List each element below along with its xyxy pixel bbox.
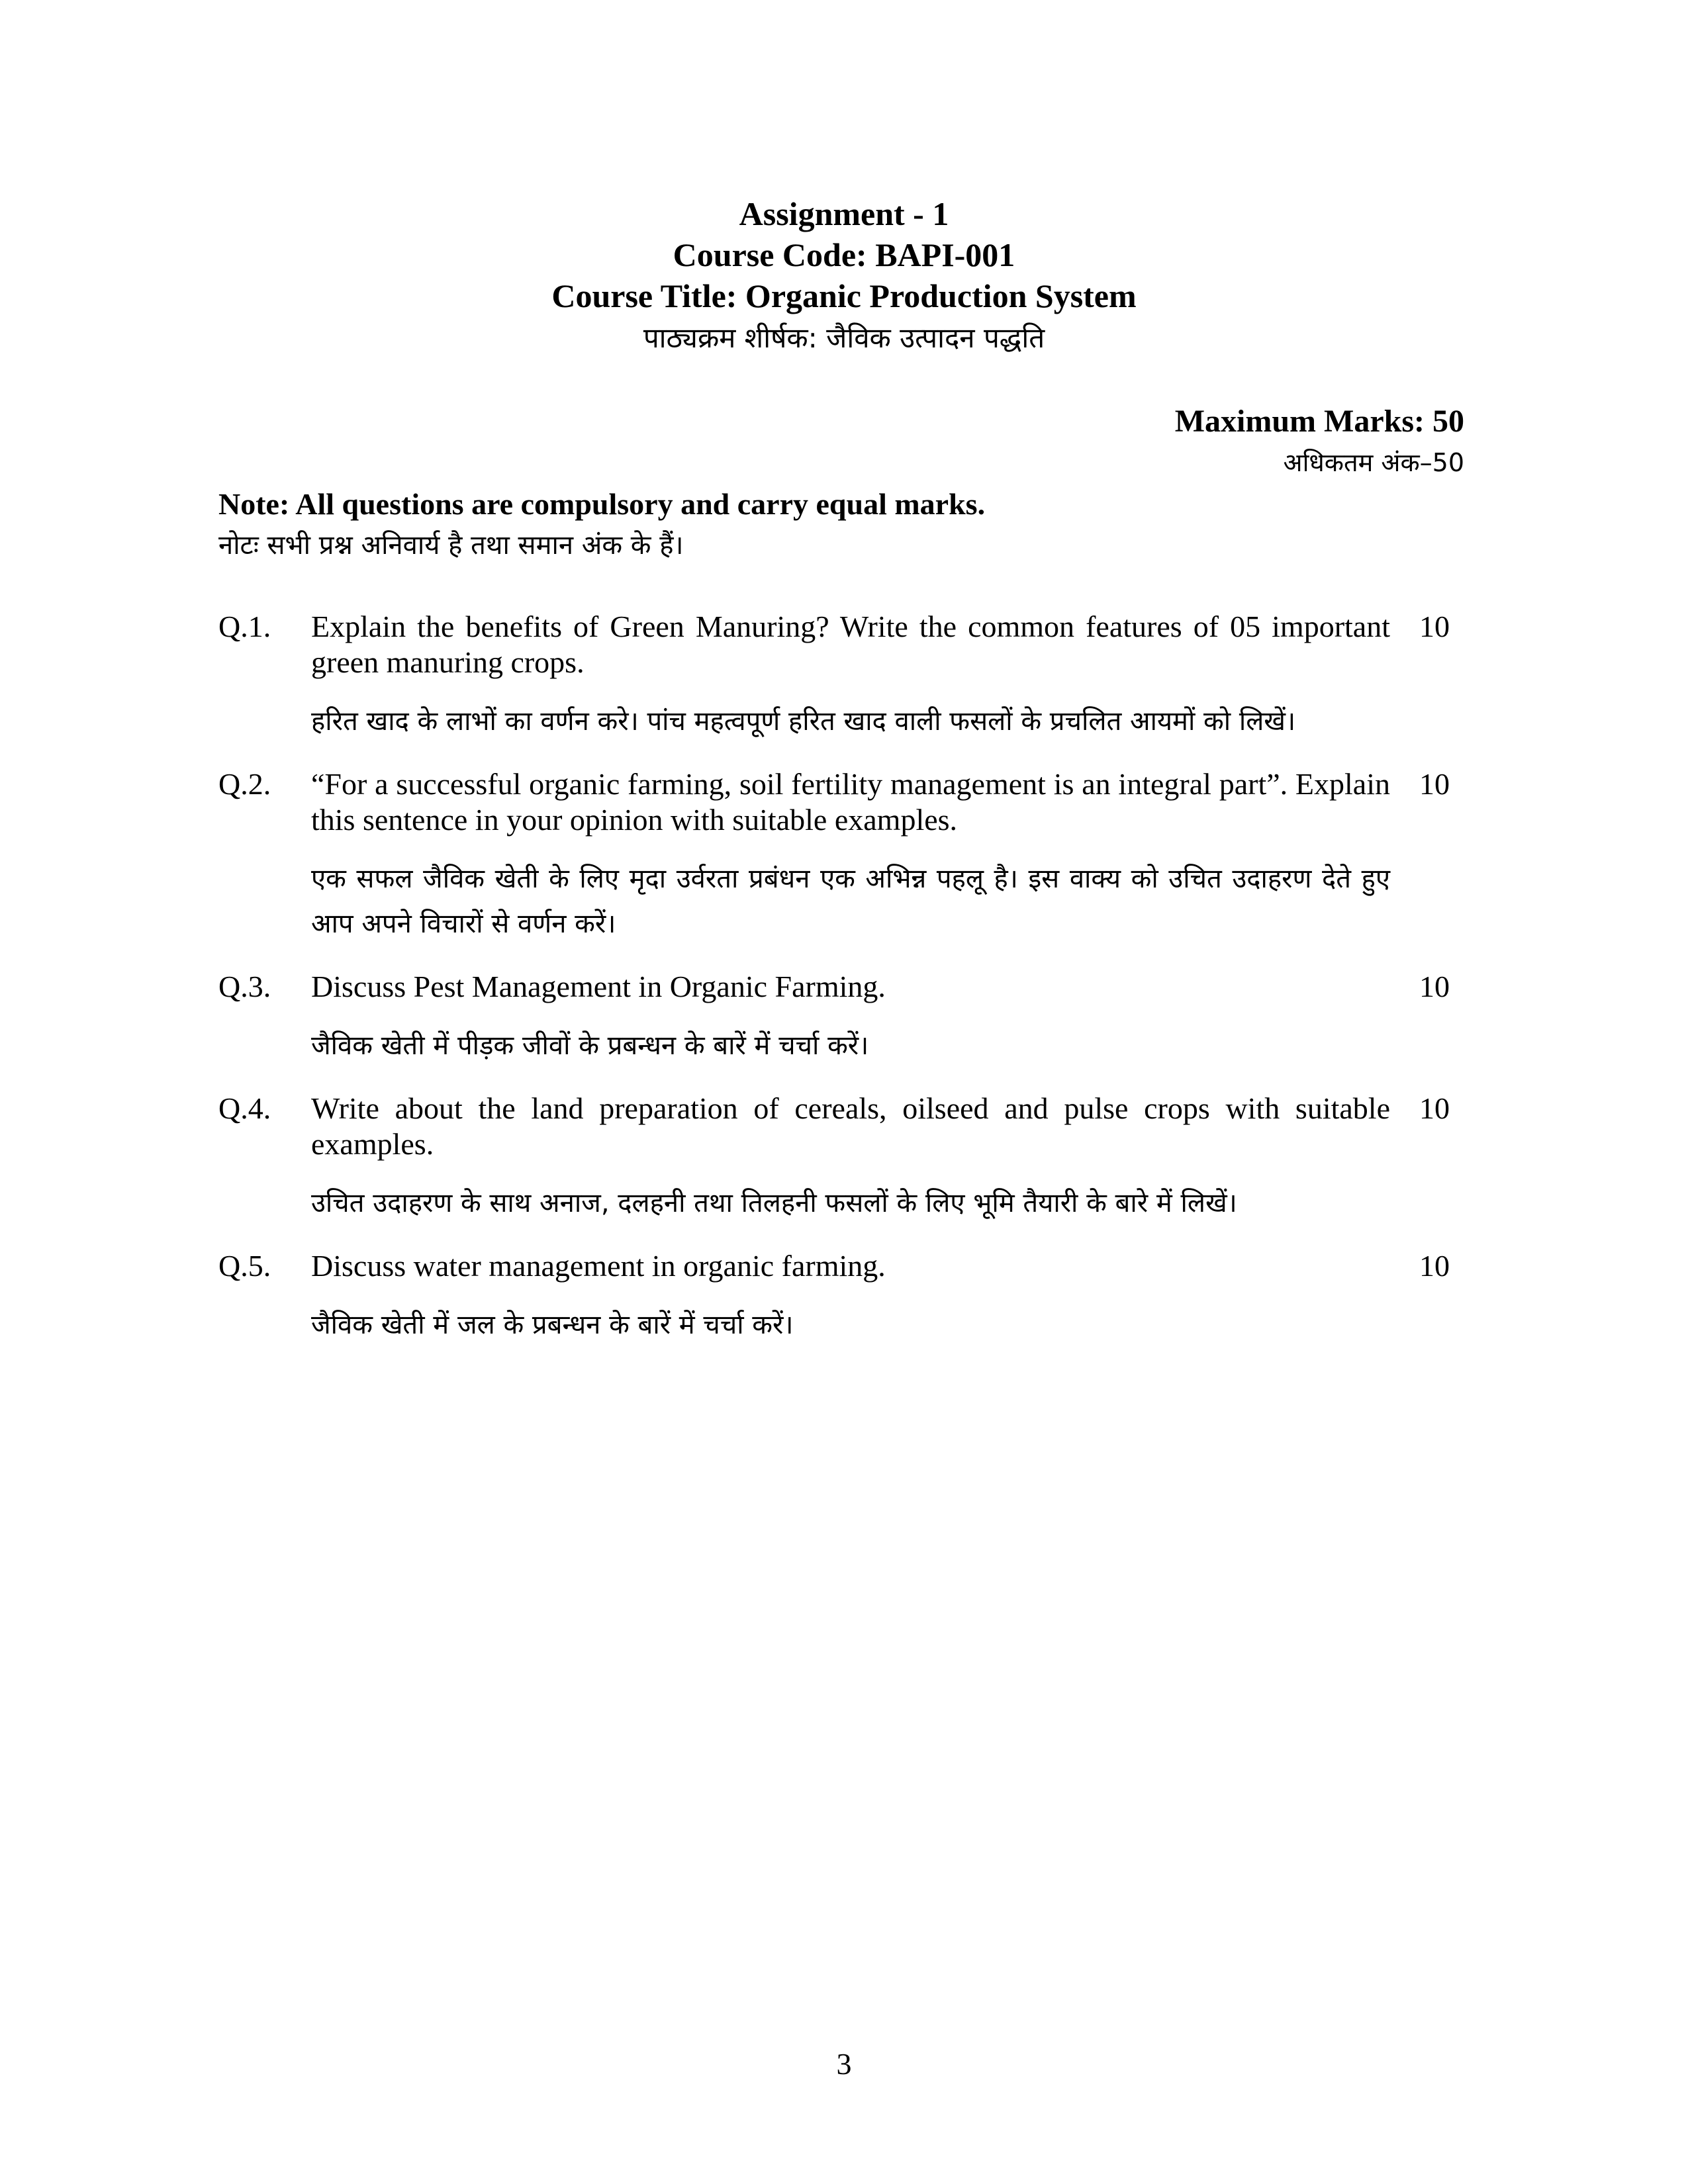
question-body	[311, 1248, 1390, 1347]
question-text-hi: एक सफल जैविक खेती के लिए मृदा उर्वरता प्रबंधन एक अभिन्न पहलू है। इस वाक्य को उचित उदाहरण देते हुए आप अपने विचारों से वर्णन करें।	[311, 864, 1390, 939]
maximum-marks-en: Maximum Marks: 50	[1174, 404, 1464, 439]
question-marks: 10	[1419, 610, 1450, 643]
note-en: Note: All questions are compulsory and carry equal marks.	[218, 487, 986, 521]
question-text-en: Discuss water management in organic farming.	[311, 1249, 886, 1283]
question-text-en: Write about the land preparation of cereals, oilseed and pulse crops with suitable examples.	[311, 1091, 1390, 1161]
question-3	[218, 969, 1470, 1068]
question-list	[218, 609, 1470, 1370]
question-marks: 10	[1419, 1091, 1450, 1125]
maximum-marks	[1175, 401, 1464, 483]
question-body	[311, 969, 1390, 1068]
note-hi: नोटः सभी प्रश्न अनिवार्य है तथा समान अंक के हैं।	[218, 530, 684, 561]
question-text-hi: उचित उदाहरण के साथ अनाज, दलहनी तथा तिलहनी फसलों के लिए भूमि तैयारी के बारे में लिखें।	[311, 1188, 1237, 1218]
question-text-en: “For a successful organic farming, soil fertility management is an integral part”. Explain this sentence in your opinion with suitable examples.	[311, 767, 1390, 837]
question-text-hi: जैविक खेती में पीड़क जीवों के प्रबन्धन के बारें में चर्चा करें।	[311, 1030, 869, 1061]
assignment-title: Assignment - 1	[739, 195, 949, 232]
question-1	[218, 609, 1470, 744]
question-number: Q.3.	[218, 970, 271, 1003]
page-number: 3	[836, 2047, 852, 2081]
question-marks: 10	[1419, 767, 1450, 801]
question-marks: 10	[1419, 1249, 1450, 1283]
question-number: Q.2.	[218, 767, 271, 801]
instructions-note	[218, 484, 985, 567]
question-5	[218, 1248, 1470, 1347]
question-number: Q.4.	[218, 1091, 271, 1125]
question-body	[311, 609, 1390, 744]
question-2	[218, 766, 1470, 946]
question-4	[218, 1091, 1470, 1226]
question-marks: 10	[1419, 970, 1450, 1003]
maximum-marks-hi: अधिकतम अंक–50	[1283, 448, 1464, 477]
question-number: Q.5.	[218, 1249, 271, 1283]
course-code: Course Code: BAPI-001	[673, 236, 1015, 273]
question-text-hi: हरित खाद के लाभों का वर्णन करे। पांच महत्वपूर्ण हरित खाद वाली फसलों के प्रचलित आयमों को लिखें।	[311, 706, 1296, 737]
question-body	[311, 1091, 1390, 1226]
course-title-hindi: पाठ्यक्रम शीर्षक: जैविक उत्पादन पद्धति	[643, 322, 1045, 354]
question-body	[311, 766, 1390, 946]
question-text-hi: जैविक खेती में जल के प्रबन्धन के बारें में चर्चा करें।	[311, 1310, 794, 1340]
question-text-en: Discuss Pest Management in Organic Farming.	[311, 970, 886, 1003]
assignment-header	[0, 193, 1688, 360]
question-number: Q.1.	[218, 610, 271, 643]
question-text-en: Explain the benefits of Green Manuring? Write the common features of 05 important green manuring crops.	[311, 610, 1390, 679]
course-title: Course Title: Organic Production System	[551, 277, 1137, 314]
